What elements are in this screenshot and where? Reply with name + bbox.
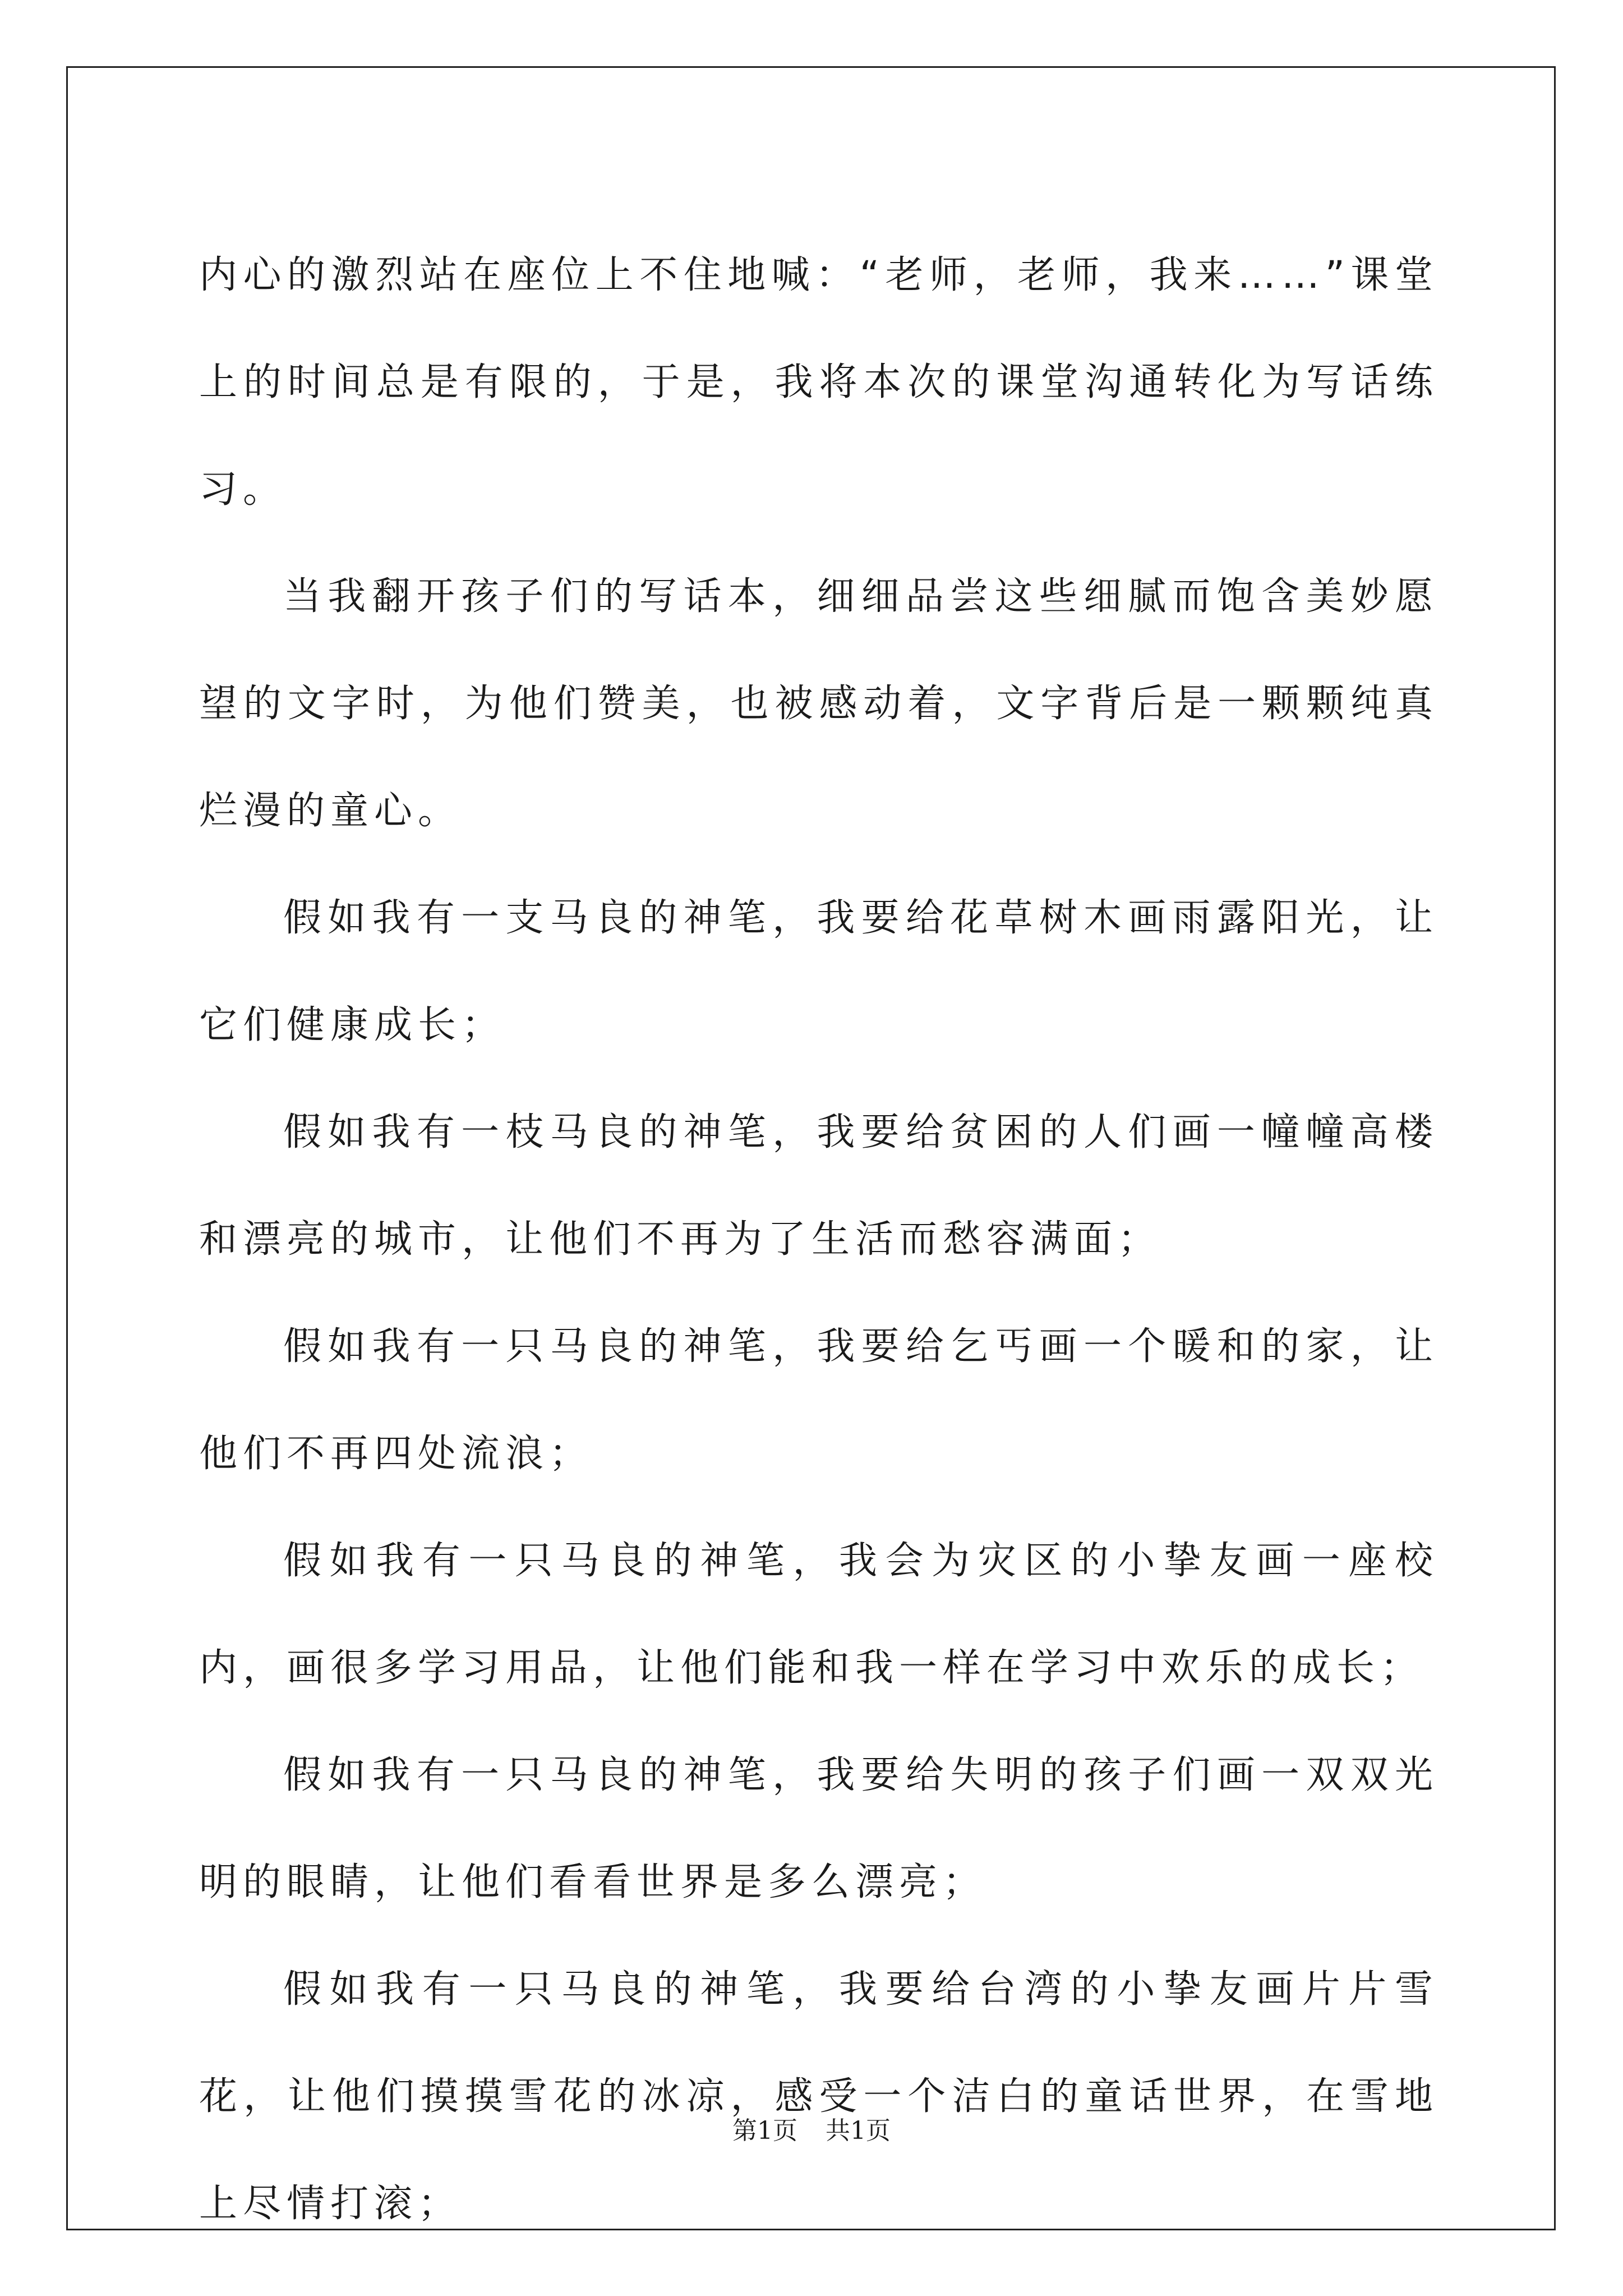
paragraph-7: 假如我有一只马良的神笔，我要给失明的孩子们画一双双光明的眼睛，让他们看看世界是多么漂亮； [199, 1753, 1438, 1904]
paragraph-4: 假如我有一枝马良的神笔，我要给贫困的人们画一幢幢高楼和漂亮的城市，让他们不再为了生活而愁容满面； [199, 1110, 1438, 1262]
page-footer [0, 2110, 1623, 2146]
paragraph-8: 假如我有一只马良的神笔，我要给台湾的小挚友画片片雪花，让他们摸摸雪花的冰凉，感受一个洁白的童话世界，在雪地上尽情打滚； [199, 1967, 1438, 2226]
page-number: 第1页 [732, 2116, 797, 2145]
paragraph-6: 假如我有一只马良的神笔，我会为灾区的小挚友画一座校内，画很多学习用品，让他们能和我一样在学习中欢乐的成长； [199, 1539, 1438, 1690]
paragraph-3: 假如我有一支马良的神笔，我要给花草树木画雨露阳光，让它们健康成长； [199, 896, 1438, 1047]
paragraph-2: 当我翻开孩子们的写话本，细细品尝这些细腻而饱含美妙愿望的文字时，为他们赞美，也被感动着，文字背后是一颗颗纯真烂漫的童心。 [199, 574, 1438, 833]
page-total: 共1页 [826, 2116, 891, 2145]
paragraph-5: 假如我有一只马良的神笔，我要给乞丐画一个暖和的家，让他们不再四处流浪； [199, 1324, 1438, 1476]
paragraph-1: 内心的激烈站在座位上不住地喊：“老师，老师，我来……”课堂上的时间总是有限的，于是，我将本次的课堂沟通转化为写话练习。 [199, 253, 1438, 512]
document-body [199, 222, 1438, 2257]
